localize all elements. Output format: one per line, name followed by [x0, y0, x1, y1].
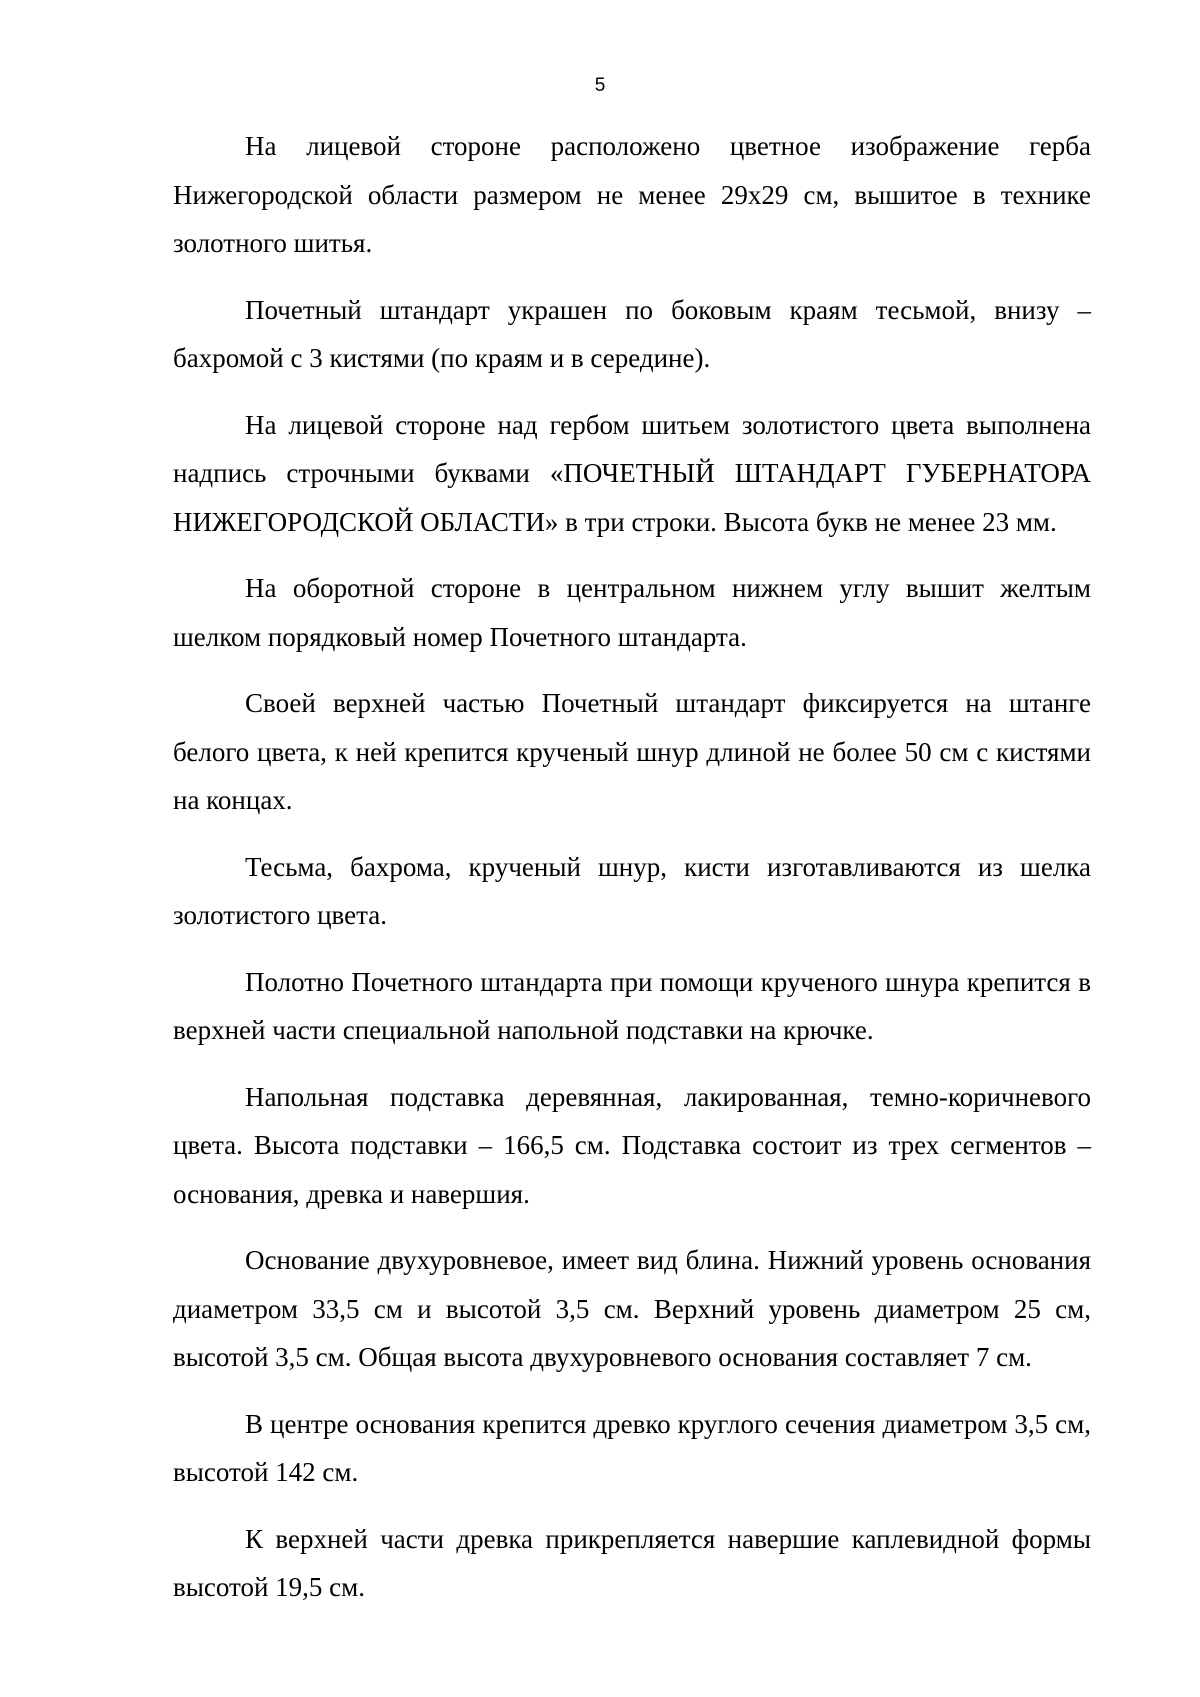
paragraph-base: Основание двухуровневое, имеет вид блина. Нижний уровень основания диаметром 33,5 см и высотой 3,5 см. Верхний уровень диаметром 25 см, высотой 3,5 см. Общая высота двухуровневого основания составляет 7 см. — [173, 1245, 1091, 1372]
paragraph-trim-fringe: Почетный штандарт украшен по боковым краям тесьмой, внизу – бахромой с 3 кистями (по краям и в середине). — [173, 294, 1091, 373]
paragraph-attachment: Полотно Почетного штандарта при помощи крученого шнура крепится в верхней части специальной напольной подставки на крючке. — [173, 966, 1091, 1045]
paragraph-finial: К верхней части древка прикрепляется навершие каплевидной формы высотой 19,5 см. — [173, 1523, 1091, 1602]
paragraph-pole: В центре основания крепится древко круглого сечения диаметром 3,5 см, высотой 142 см. — [173, 1408, 1091, 1487]
paragraph-coat-of-arms: На лицевой стороне расположено цветное изображение герба Нижегородской области размером не менее 29х29 см, вышитое в технике золотного шитья. — [173, 131, 1091, 258]
paragraph-materials: Тесьма, бахрома, крученый шнур, кисти изготавливаются из шелка золотистого цвета. — [173, 851, 1091, 930]
document-body — [173, 122, 1091, 1630]
paragraph-serial-number: На оборотной стороне в центральном нижнем углу вышит желтым шелком порядковый номер Почетного штандарта. — [173, 573, 1091, 652]
paragraph-floor-stand: Напольная подставка деревянная, лакированная, темно-коричневого цвета. Высота подставки – 166,5 см. Подставка состоит из трех сегментов – основания, древка и навершия. — [173, 1081, 1091, 1209]
paragraph-crossbar-cord: Своей верхней частью Почетный штандарт фиксируется на штанге белого цвета, к ней крепится крученый шнур длиной не более 50 см с кистями на концах. — [173, 688, 1091, 815]
page-number: 5 — [594, 75, 606, 96]
paragraph-inscription: На лицевой стороне над гербом шитьем золотистого цвета выполнена надпись строчными буквами «ПОЧЕТНЫЙ ШТАНДАРТ ГУБЕРНАТОРА НИЖЕГОРОДСКОЙ ОБЛАСТИ» в три строки. Высота букв не менее 23 мм. — [173, 409, 1091, 537]
